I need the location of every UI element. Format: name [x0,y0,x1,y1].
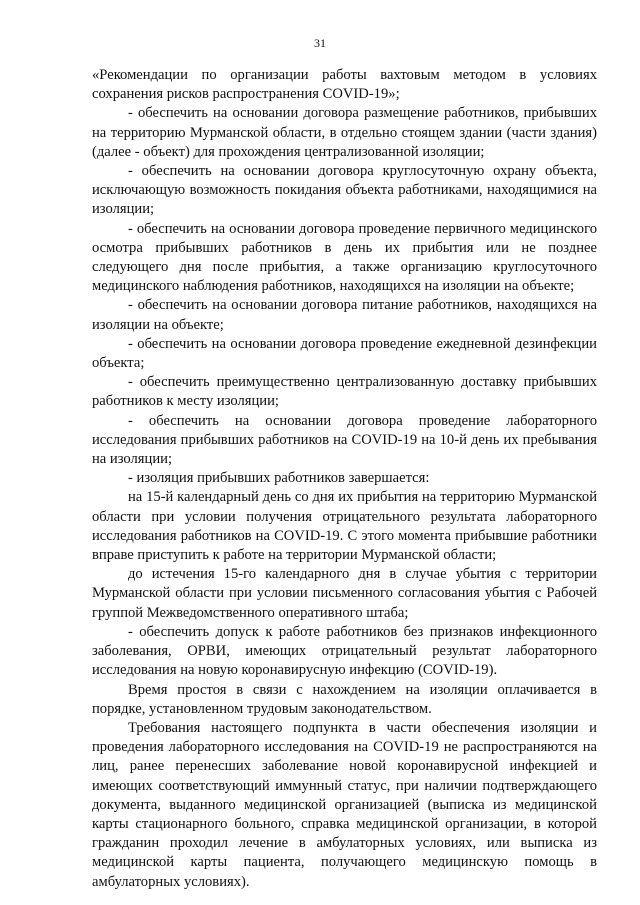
paragraph: Время простоя в связи с нахождением на изоляции оплачивается в порядке, установленном трудовым законодательством. [92,681,597,717]
document-body [92,66,597,892]
page-number: 31 [314,36,326,50]
paragraph: - обеспечить на основании договора питание работников, находящихся на изоляции на объекте; [92,297,597,333]
paragraph: - обеспечить на основании договора проведение ежедневной дезинфекции объекта; [92,335,597,372]
paragraph: - обеспечить на основании договора круглосуточную охрану объекта, исключающую возможность покидания объекта работниками, находящимися на изоляции; [92,163,597,218]
paragraph: - обеспечить преимущественно централизованную доставку прибывших работников к месту изоляции; [92,374,597,410]
paragraph: - обеспечить на основании договора проведение лабораторного исследования прибывших работников на COVID-19 на 10-й день их пребывания на изоляции; [92,412,597,468]
paragraph: до истечения 15-го календарного дня в случае убытия с территории Мурманской области при условии письменного согласования убытия с Рабочей группой Межведомственного оперативного штаба; [92,566,597,621]
paragraph: Требования настоящего подпункта в части обеспечения изоляции и проведения лабораторного исследования на COVID-19 не распространяются на лиц, ранее перенесших заболевание новой коронавирусной инфекцией и имеющих соответствующий иммунный статус, при наличии подтверждающего документа, выданного медицинской организацией (выписка из медицинской карты стационарного больного, справка медицинской организации, в которой гражданин проходил лечение в амбулаторных условиях, или выписка из медицинской карты пациента, получающего медицинскую помощь в амбулаторных условиях). [92,719,597,890]
paragraph: - изоляция прибывших работников завершается: [128,470,430,487]
paragraph: «Рекомендации по организации работы вахтовым методом в условиях сохранения рисков распространения COVID-19»; [92,67,597,103]
paragraph: - обеспечить на основании договора проведение первичного медицинского осмотра прибывших работников в день их прибытия или не позднее следующего дня после прибытия, а также организацию круглосуточного медицинского наблюдения работников, находящихся на изоляции на объекте; [92,220,597,295]
paragraph: на 15-й календарный день со дня их прибытия на территорию Мурманской области при условии получения отрицательного результата лабораторного исследования работников на COVID-19. С этого момента прибывшие работники вправе приступить к работе на территории Мурманской области; [92,489,597,564]
paragraph: - обеспечить допуск к работе работников без признаков инфекционного заболевания, ОРВИ, имеющих отрицательный результат лабораторного исследования на новую коронавирусную инфекцию (COVID-19). [92,623,597,679]
paragraph: - обеспечить на основании договора размещение работников, прибывших на территорию Мурманской области, в отдельно стоящем здании (части здания) (далее - объект) для прохождения централизованной изоляции; [92,105,597,160]
